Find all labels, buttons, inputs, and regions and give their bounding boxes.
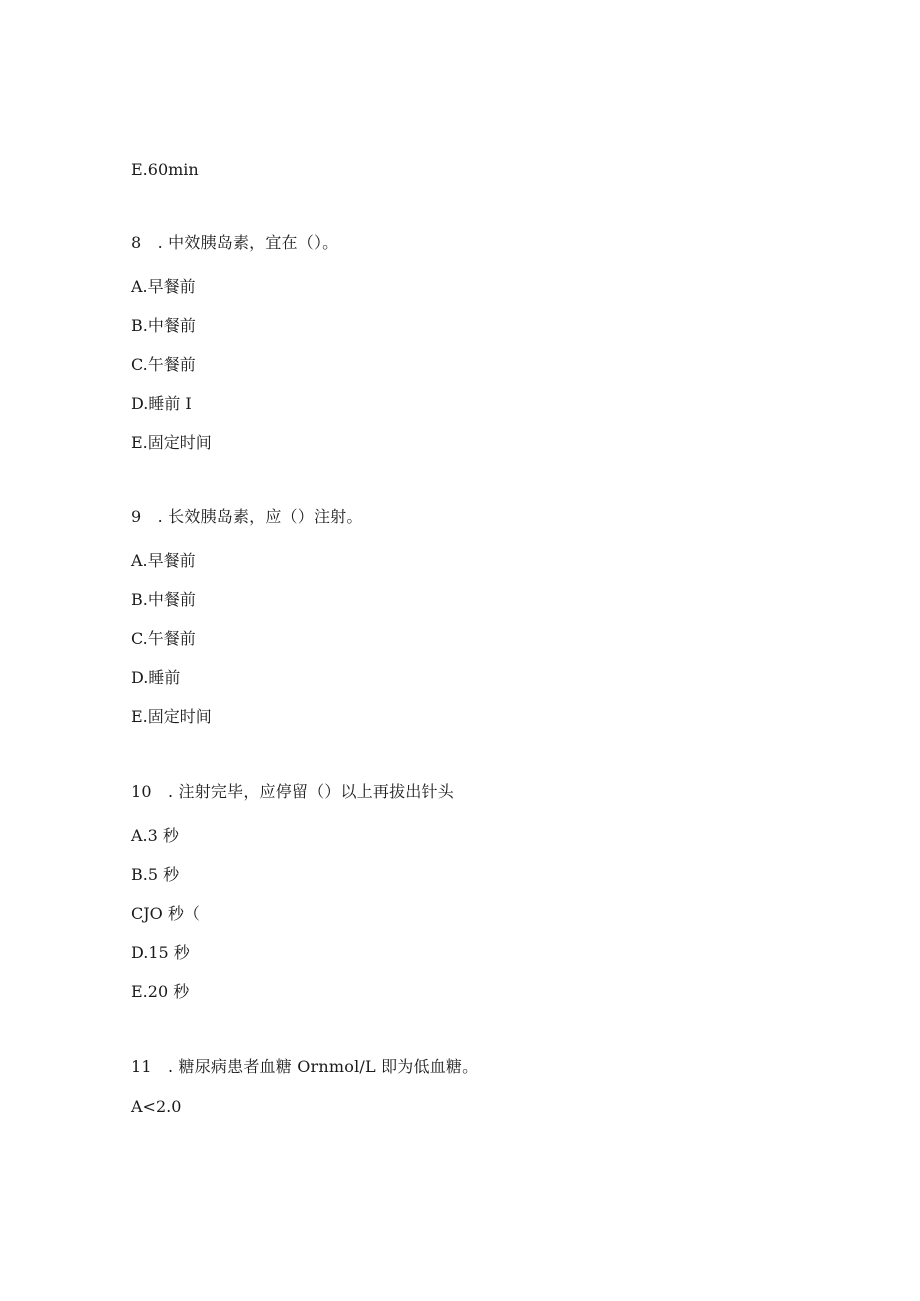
question-9: 9 . 长效胰岛素，应（）注射。 xyxy=(131,507,363,526)
q10-option-b: B.5 秒 xyxy=(131,865,180,884)
q11-option-a: A<2.0 xyxy=(131,1097,182,1116)
q9-option-d: D.睡前 xyxy=(131,668,181,687)
question-10: 10 . 注射完毕，应停留（）以上再拔出针头 xyxy=(131,782,454,801)
q10-option-e: E.20 秒 xyxy=(131,982,190,1001)
q8-option-b: B.中餐前 xyxy=(131,316,196,335)
question-8: 8 . 中效胰岛素，宜在（）。 xyxy=(131,233,339,252)
q8-option-e: E.固定时间 xyxy=(131,433,212,452)
q10-option-d: D.15 秒 xyxy=(131,943,190,962)
q10-option-c: CJO 秒（ xyxy=(131,904,200,923)
q8-option-c: C.午餐前 xyxy=(131,355,196,374)
question-11: 11 . 糖尿病患者血糖 Ornmol/L 即为低血糖。 xyxy=(131,1057,479,1076)
q8-option-a: A.早餐前 xyxy=(131,277,196,296)
q9-option-b: B.中餐前 xyxy=(131,590,196,609)
q10-option-a: A.3 秒 xyxy=(131,826,179,845)
q9-option-e: E.固定时间 xyxy=(131,707,212,726)
q9-option-c: C.午餐前 xyxy=(131,629,196,648)
option-e-prev: E.60min xyxy=(131,160,199,179)
q8-option-d: D.睡前 I xyxy=(131,394,192,413)
q9-option-a: A.早餐前 xyxy=(131,551,196,570)
